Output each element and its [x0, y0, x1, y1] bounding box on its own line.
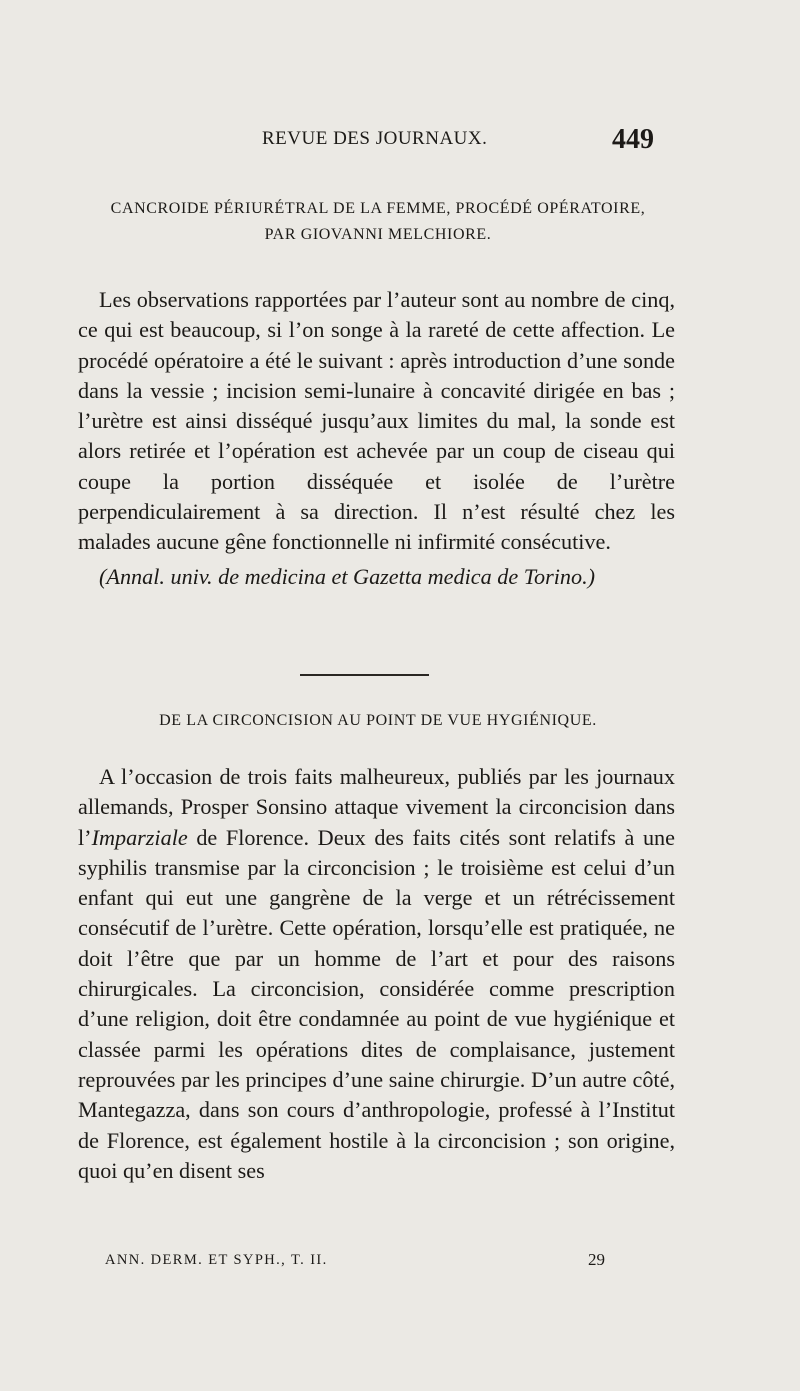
sheet-number: 29	[588, 1250, 605, 1269]
section-divider	[300, 674, 429, 676]
signature-mark: ANN. DERM. ET SYPH., T. II.	[105, 1252, 328, 1268]
article-title-line-1: CANCROIDE PÉRIURÉTRAL DE LA FEMME, PROCÉDÉ OPÉRATOIRE,	[110, 200, 646, 217]
running-title: REVUE DES JOURNAUX.	[262, 128, 488, 149]
article-paragraph: Les observations rapportées par l’auteur sont au nombre de cinq, ce qui est beaucoup, si l’on songe à la rareté de cette affection. Le procédé opératoire a été le suivant : après introduction d’une sonde dans la vessie ; incision semi-lunaire à concavité dirigée en bas ; l’urètre est ainsi disséqué jusqu’aux limites du mal, la sonde est alors retirée et l’opération est achevée par un coup de ciseau qui coupe la portion disséquée et isolée de l’urètre perpendiculairement à sa direction. Il n’est résulté chez les malades aucune gêne fonctionnelle ni infirmité consécutive.	[78, 287, 675, 555]
source-citation: (Annal. univ. de medicina et Gazetta medica de Torino.)	[99, 563, 596, 589]
article-title-cancroide	[78, 200, 678, 244]
article-body-cancroide	[78, 285, 675, 592]
article-title-circoncision: DE LA CIRCONCISION AU POINT DE VUE HYGIÉNIQUE.	[159, 712, 597, 729]
article-body-circoncision	[78, 762, 675, 1186]
journal-name: Imparziale	[91, 824, 188, 850]
page-footer	[0, 1252, 800, 1276]
page-number: 449	[612, 124, 654, 155]
article-paragraph	[78, 762, 675, 1186]
article-title-line-2: PAR GIOVANNI MELCHIORE.	[264, 226, 492, 243]
running-head	[0, 124, 800, 158]
paragraph-text-rest: de Florence. Deux des faits cités sont relatifs à une syphilis transmise par la circoncision ; le troisième est celui d’un enfant qui eut une gangrène de la verge et un rétrécissement consécutif de l’urètre. Cette opération, lorsqu’elle est pratiquée, ne doit l’être que par un homme de l’art et pour des raisons chirurgicales. La circoncision, considérée comme prescription d’une religion, doit être condamnée au point de vue hygiénique et classée parmi les opérations dites de complaisance, justement reprouvées par les principes d’une saine chirurgie. D’un autre côté, Mantegazza, dans son cours d’anthropologie, professé à l’Institut de Florence, est également hostile à la circoncision ; son origine, quoi qu’en disent ses	[78, 824, 675, 1183]
paragraph-text-start: A l’occasion de trois faits malheureux, publiés par les journaux allemands, Prosper Sonsino attaque vivement la circoncision dans l’	[78, 764, 675, 850]
